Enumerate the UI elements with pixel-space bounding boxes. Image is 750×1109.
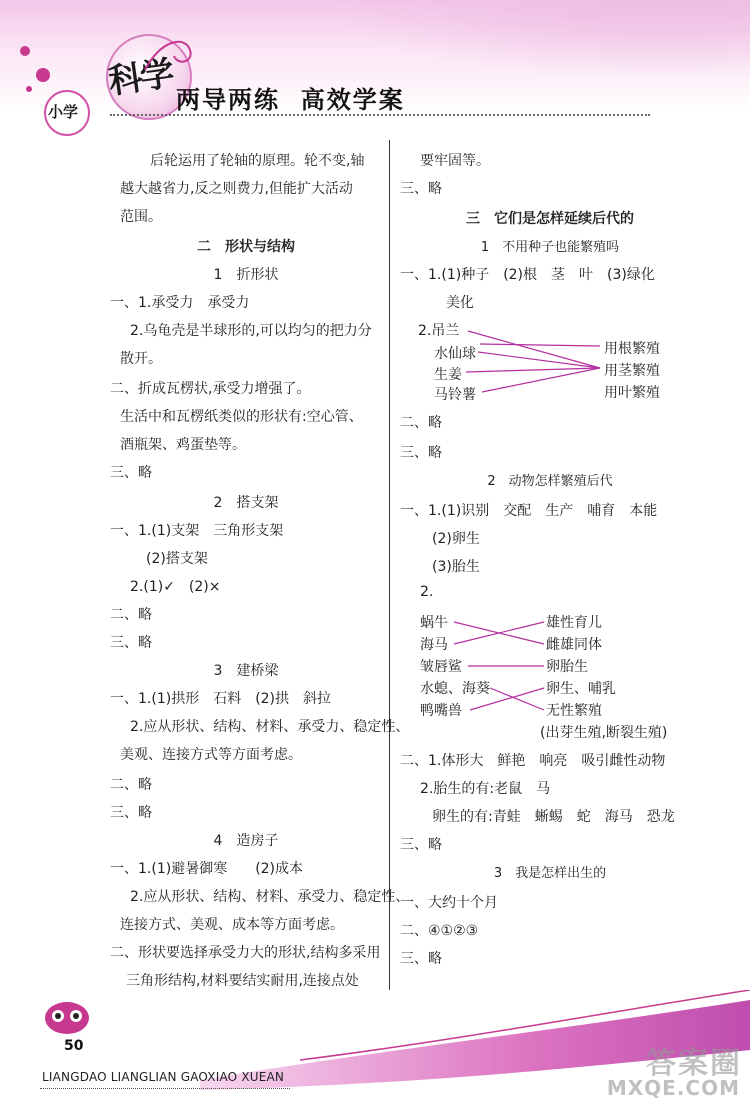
match-right-item: 无性繁殖 (546, 703, 602, 719)
match-right-item: 卵生、哺乳 (546, 681, 616, 697)
text-line: 二、④①②③ (400, 923, 479, 939)
watermark-url: MXQE.COM (606, 1076, 740, 1100)
text-line: 一、1.承受力 承受力 (110, 295, 250, 311)
text-line: 卵生的有:青蛙 蜥蜴 蛇 海马 恐龙 (432, 809, 675, 825)
text-line: 一、大约十个月 (400, 895, 498, 911)
text-line: 范围。 (120, 209, 162, 225)
lesson-heading: 1 不用种子也能繁殖吗 (480, 240, 620, 255)
text-line: 一、1.(1)识别 交配 生产 哺育 本能 (400, 503, 658, 519)
header-divider (110, 114, 650, 116)
column-divider (389, 140, 390, 990)
match-line (478, 352, 600, 368)
match-right-item: 用根繁殖 (604, 341, 660, 357)
match-left-item: 马铃薯 (434, 387, 476, 403)
text-line: 2.应从形状、结构、材料、承受力、稳定性、 (130, 889, 410, 905)
match-right-note: (出芽生殖,断裂生殖) (540, 725, 668, 741)
text-line: 三、略 (400, 837, 442, 853)
text-line: (2)搭支架 (146, 551, 208, 567)
text-line: 2. (420, 584, 434, 600)
page-number: 50 (64, 1038, 84, 1054)
text-line: 美观、连接方式等方面考虑。 (120, 747, 302, 763)
text-line: 三、略 (110, 635, 152, 651)
decor-dot (26, 86, 32, 92)
text-line: 后轮运用了轮轴的原理。轮不变,轴 (150, 153, 365, 169)
match-left-item: 水仙球 (434, 346, 476, 362)
text-line: 三、略 (400, 181, 442, 197)
footer-pinyin: LIANGDAO LIANGLIAN GAOXIAO XUEAN (42, 1070, 285, 1084)
text-line: 二、形状要选择承受力大的形状,结构多采用 (110, 945, 381, 961)
text-line: 2.(1)✓ (2)× (130, 579, 221, 595)
text-line: 二、1.体形大 鲜艳 响亮 吸引雌性动物 (400, 753, 666, 769)
match-left-item: 生姜 (434, 367, 462, 383)
text-line: 三、略 (400, 445, 442, 461)
match-left-item: 水螅、海葵 (420, 681, 490, 697)
text-line: 三、略 (110, 805, 152, 821)
plant-match-lines (400, 320, 700, 410)
logo-small-text: 小学 (48, 103, 79, 121)
header-decoration (320, 0, 750, 80)
watermark: 答案圈 (646, 1046, 742, 1081)
owl-icon (42, 996, 92, 1036)
match-right-item: 用茎繁殖 (604, 363, 660, 379)
match-left-item: 鸭嘴兽 (420, 703, 462, 719)
lesson-heading: 1 折形状 (213, 267, 279, 283)
text-line: 一、1.(1)避暑御寒 (2)成本 (110, 861, 304, 877)
section-heading: 三 它们是怎样延续后代的 (466, 211, 634, 227)
text-line: 二、折成瓦楞状,承受力增强了。 (110, 381, 311, 397)
text-line: 二、略 (110, 777, 152, 793)
match-line (482, 368, 600, 392)
match-line (470, 688, 544, 710)
match-right-item: 雄性育儿 (546, 615, 602, 631)
text-line: 二、略 (110, 607, 152, 623)
text-line: 散开。 (120, 351, 162, 367)
decor-dot (36, 68, 50, 82)
match-line (466, 368, 600, 372)
match-right-item: 卵胎生 (546, 659, 588, 675)
animal-match-lines (400, 612, 700, 722)
text-line: 要牢固等。 (420, 153, 490, 169)
match-left-item: 蜗牛 (420, 615, 448, 631)
lesson-heading: 3 我是怎样出生的 (493, 866, 607, 881)
lesson-heading: 4 造房子 (213, 833, 279, 849)
text-line: 一、1.(1)支架 三角形支架 (110, 523, 284, 539)
match-left-item: 海马 (420, 637, 448, 653)
text-line: 三、略 (110, 465, 152, 481)
text-line: 越大越省力,反之则费力,但能扩大活动 (120, 181, 353, 197)
match-right-item: 雌雄同体 (546, 637, 602, 653)
text-line: 三角形结构,材料要结实耐用,连接点处 (126, 973, 359, 989)
section-heading: 二 形状与结构 (197, 239, 295, 255)
text-line: 酒瓶架、鸡蛋垫等。 (120, 437, 246, 453)
logo-big-text: 科学 (106, 53, 175, 103)
match-line (480, 344, 600, 346)
lesson-heading: 2 动物怎样繁殖后代 (487, 474, 613, 489)
match-line (490, 688, 544, 710)
match-left-item: 2.吊兰 (418, 323, 460, 339)
match-line (468, 331, 600, 368)
text-line: 2.应从形状、结构、材料、承受力、稳定性、 (130, 719, 410, 735)
text-line: 二、略 (400, 415, 442, 431)
match-left-item: 皱唇鲨 (420, 659, 462, 675)
text-line: 2.胎生的有:老鼠 马 (420, 781, 551, 797)
lesson-heading: 2 搭支架 (213, 495, 279, 511)
footer-divider (40, 1088, 290, 1089)
page-title: 两导两练 高效学案 (176, 86, 405, 114)
text-line: 一、1.(1)种子 (2)根 茎 叶 (3)绿化 (400, 267, 655, 283)
text-line: 2.乌龟壳是半球形的,可以均匀的把力分 (130, 323, 372, 339)
text-line: 美化 (446, 295, 474, 311)
match-right-item: 用叶繁殖 (604, 385, 660, 401)
lesson-heading: 3 建桥梁 (213, 663, 279, 679)
text-line: 连接方式、美观、成本等方面考虑。 (120, 917, 344, 933)
text-line: 生活中和瓦楞纸类似的形状有:空心管、 (120, 409, 363, 425)
decor-dot (20, 46, 30, 56)
text-line: (2)卵生 (432, 531, 480, 547)
swirl-decoration-icon (140, 30, 200, 80)
text-line: 三、略 (400, 951, 442, 967)
text-line: (3)胎生 (432, 559, 480, 575)
text-line: 一、1.(1)拱形 石料 (2)拱 斜拉 (110, 691, 332, 707)
